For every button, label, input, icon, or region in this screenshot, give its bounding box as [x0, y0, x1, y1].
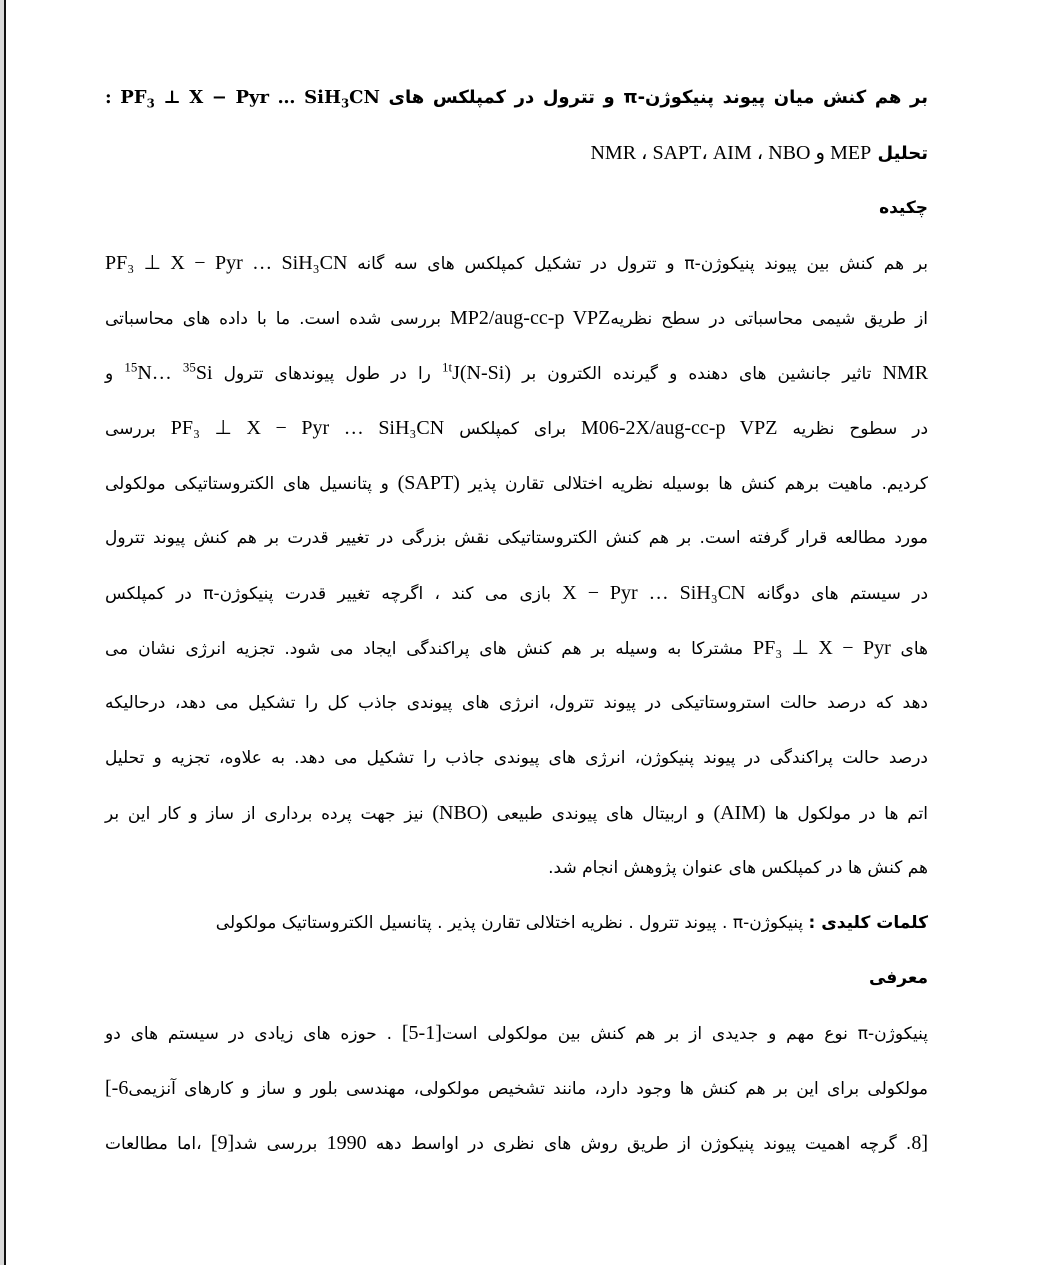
keywords-text: پنیکوژن-π . پیوند تترول . نظریه اختلالی تقارن پذیر . پتانسیل الکتروستاتیک مولکولی [215, 913, 804, 933]
abstract-line: بر هم کنش بین پیوند پنیکوژن-π و تترول در تشکیل کمپلکس های سه گانه PF₃ ⊥ X − Pyr … SiH₃CN [105, 252, 929, 274]
abstract-line: اتم ها در مولکول ها (AIM) و اربیتال های پیوندی طبیعی (NBO) نیز جهت پرده برداری از ساز و کار این بر [105, 802, 928, 824]
title-text: بر هم کنش میان پیوند پنیکوژن-π و تترول در کمپلکس های [388, 87, 928, 108]
intro-line: 8]. گرچه اهمیت پیوند پنیکوژن از طریق روش های نظری در اواسط دهه 1990 بررسی شد[9] ،اما مطالعات [105, 1132, 929, 1154]
title-line-1 [105, 78, 928, 133]
title-analysis-label: تحلیل [877, 143, 928, 164]
method-level: M06-2X/aug-cc-p VPZ [581, 417, 778, 439]
abstract-line: در سطوح نظریه M06-2X/aug-cc-p VPZ برای کمپلکس PF₃ ⊥ X − Pyr … SiH₃CN بررسی [105, 417, 929, 439]
abstract-line: های PF₃ ⊥ X − Pyr مشترکا به وسیله بر هم کنش های پراکندگی ایجاد می شود. تجزیه انرژی نشان می [105, 637, 928, 659]
bond-label: $^{35}$Si [182, 359, 213, 384]
intro-line: مولکولی برای این بر هم کنش ها وجود دارد، مانند تشخیص مولکولی، مهندسی بلور و ساز و کارهای آنزیمی[-6 [105, 1077, 928, 1099]
formula: PF₃ ⊥ X − Pyr … SiH₃CN [105, 252, 348, 274]
abstract-line: مورد مطالعه قرار گرفته است. بر هم کنش الکتروستاتیکی نقش بزرگی در تغییر قدرت بر هم کنش پیوند تترول [105, 528, 928, 548]
abstract-line: کردیم. ماهیت برهم کنش ها بوسیله نظریه اختلالی تقارن پذیر (SAPT) و پتانسیل های الکتروستاتیکی مولکولی [105, 472, 928, 494]
method-level: MP2/aug-cc-p VPZ [449, 307, 611, 329]
intro-line: پنیکوژن-π نوع مهم و جدیدی از بر هم کنش بین مولکولی است[5-1] . حوزه های زیادی در سیستم های دو [105, 1022, 928, 1044]
citation: [-6 [105, 1077, 129, 1099]
title-formula: $PF_3$ ⊥ X − Pyr … SiH$_3$CN [120, 87, 380, 111]
abstract-line: NMR تاثیر جانشین های دهنده و گیرنده الکترون بر $^{1t}$J(N-Si) را در طول پیوندهای تترول $^{35}$Si $^{15}$N… و [105, 359, 929, 384]
formula: PF₃ ⊥ X − Pyr [752, 637, 891, 659]
document-page [105, 78, 928, 1178]
formula: PF₃ ⊥ X − Pyr … SiH₃CN [170, 417, 445, 439]
abstract-heading: چکیده [879, 198, 928, 218]
abstract-line: از طریق شیمی محاسباتی در سطح نظریهMP2/aug-cc-p VPZ بررسی شده است. ما با داده های محاسباتی [105, 307, 928, 329]
coupling-constant: $^{1t}$J(N-Si) [441, 359, 511, 384]
citation: [5-1] [401, 1022, 442, 1044]
keywords-label: کلمات کلیدی : [808, 913, 928, 933]
citation: [9] [210, 1132, 235, 1154]
title-colon: : [105, 87, 112, 108]
intro-heading: معرفی [868, 968, 928, 988]
title-line-2 [105, 133, 928, 188]
keywords [105, 903, 928, 958]
title-methods: NMR ، SAPT، AIM ، NBO و MEP [590, 142, 872, 164]
abstract-line: درصد حالت پراکندگی در پیوند پنیکوژن، انرژی های پیوندی جاذب را تشکیل می دهد. به علاوه، تجزیه و تحلیل [105, 748, 928, 768]
citation: 8] [911, 1132, 929, 1154]
page-border [4, 0, 6, 1265]
year: 1990 [326, 1132, 367, 1154]
abstract-line: در سیستم های دوگانه X − Pyr … SiH₃CN بازی می کند ، اگرچه تغییر قدرت پنیکوژن-π در کمپلکس [105, 582, 929, 604]
abstract-line: دهد که درصد حالت استروستاتیکی در پیوند تترول، انرژی های پیوندی جاذب کل را تشکیل می دهد، درحالیکه [105, 693, 928, 713]
formula: X − Pyr … SiH₃CN [562, 582, 746, 604]
abstract-line: هم کنش ها در کمپلکس های عنوان پژوهش انجام شد. [548, 858, 928, 878]
